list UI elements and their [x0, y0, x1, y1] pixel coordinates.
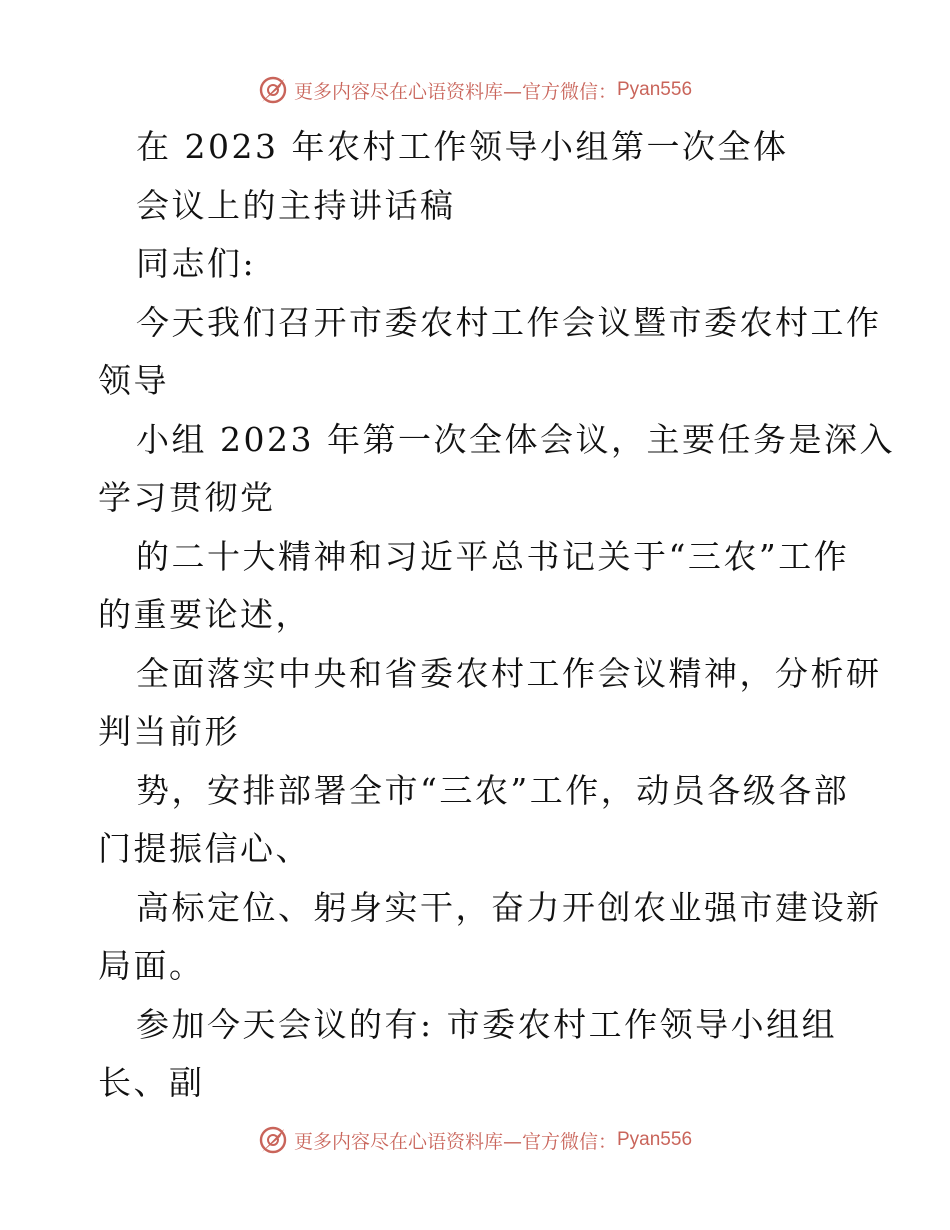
paragraph-line: 全面落实中央和省委农村工作会议精神，分析研 [136, 653, 882, 693]
paragraph-line: 参加今天会议的有: 市委农村工作领导小组组 [136, 1004, 838, 1044]
paragraph-line: 局面。 [98, 946, 205, 985]
footer-watermark [0, 1122, 950, 1158]
quill-logo-icon [258, 1125, 288, 1155]
paragraph-line: 今天我们召开市委农村工作会议暨市委农村工作 [136, 302, 882, 342]
paragraph-line: 判当前形 [98, 712, 240, 751]
paragraph-line: 学习贯彻党 [98, 478, 276, 517]
paragraph-line: 的重要论述， [98, 595, 311, 634]
paragraph-line: 长、副 [98, 1063, 205, 1102]
paragraph-line: 的二十大精神和习近平总书记关于“三农”工作 [136, 536, 850, 576]
paragraph-line: 高标定位、躬身实干，奋力开创农业强市建设新 [136, 887, 882, 927]
paragraph-line: 领导 [98, 361, 169, 400]
salutation: 同志们: [136, 244, 257, 283]
header-watermark [0, 72, 950, 108]
watermark-wechat-id: Pyan556 [617, 1129, 693, 1150]
document-title-line-1: 在 2023 年农村工作领导小组第一次全体 [136, 127, 789, 166]
document-title-line-2: 会议上的主持讲话稿 [136, 185, 456, 225]
document-body [98, 118, 895, 1113]
watermark-text: 更多内容尽在心语资料库—官方微信： [293, 1130, 617, 1153]
paragraph-line: 小组 2023 年第一次全体会议，主要任务是深入 [136, 419, 895, 459]
paragraph-line: 门提振信心、 [98, 829, 311, 868]
paragraph-line: 势，安排部署全市“三农”工作，动员各级各部 [136, 770, 850, 810]
quill-logo-icon [258, 75, 288, 105]
watermark-wechat-id: Pyan556 [617, 79, 693, 100]
watermark-text: 更多内容尽在心语资料库—官方微信： [293, 80, 617, 103]
